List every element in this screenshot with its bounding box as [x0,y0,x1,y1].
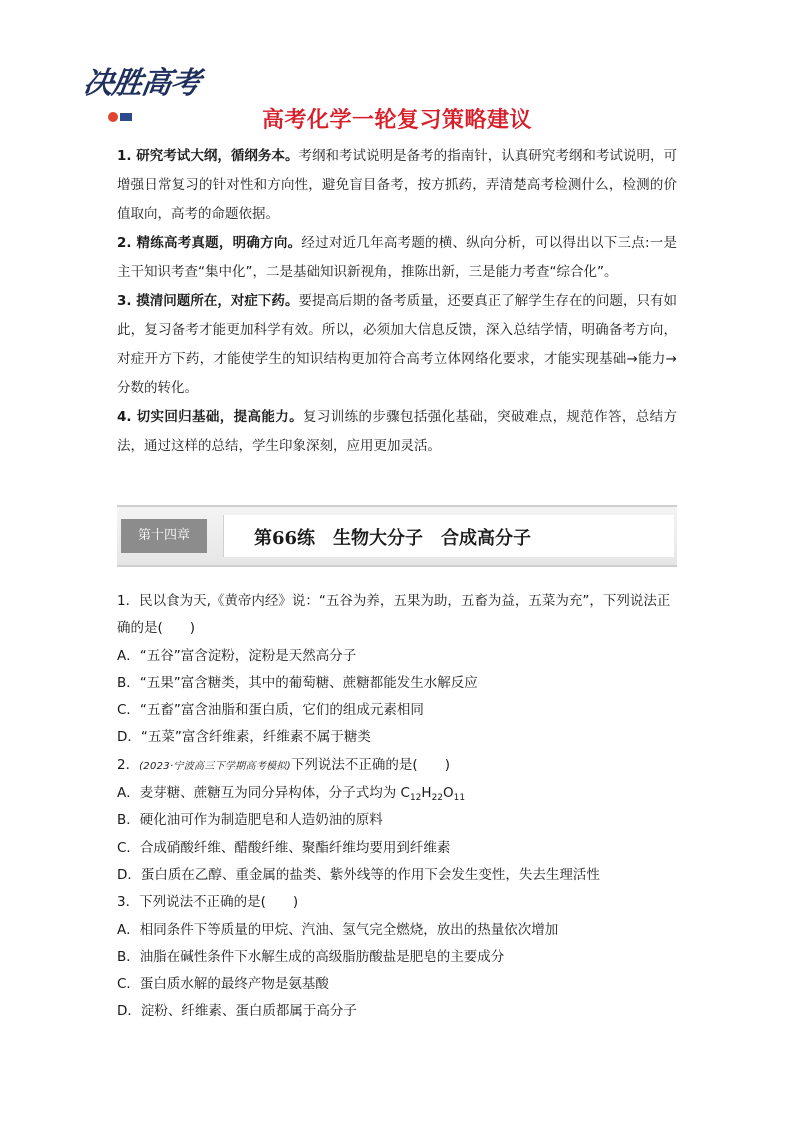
strategy-lead: 3. 摸清问题所在，对症下药。 [117,293,299,309]
strategy-item [117,403,677,461]
question-option: B．硬化油可作为制造肥皂和人造奶油的原料 [117,812,383,829]
option-text: A．麦芽糖、蔗糖互为同分异构体，分子式均为 C [117,785,410,802]
question-option [117,780,677,807]
chapter-tag: 第十四章 [121,519,207,553]
question-option: D．蛋白质在乙醇、重金属的盐类、紫外线等的作用下会发生变性，失去生理活性 [117,866,600,883]
question-stem: 3．下列说法不正确的是( ) [117,894,299,911]
formula-element: H [421,785,432,802]
strategy-body: 经过对近几年高考题的横、纵向分析，可以得出以下三点:一是主干知识考查“集中化”，二是基础知识新视角，推陈出新，三是能力考查“综合化”。 [117,235,677,280]
logo-text: 决胜高考 [81,66,202,101]
chapter-banner [117,505,677,567]
formula-subscript: 11 [453,793,466,804]
question-option: A．“五谷”富含淀粉，淀粉是天然高分子 [117,647,357,664]
question-option: D．“五菜”富含纤维素，纤维素不属于糖类 [117,729,371,746]
question-option: C．蛋白质水解的最终产物是氨基酸 [117,976,329,993]
question-list [117,588,677,1026]
question-stem: 1．民以食为天,《黄帝内经》说：“五谷为养，五果为助，五畜为益，五菜为充”，下列说法正确的是( ) [117,593,671,637]
question-option: D．淀粉、纤维素、蛋白质都属于高分子 [117,1003,357,1020]
question-option: C．“五畜”富含油脂和蛋白质，它们的组成元素相同 [117,702,424,719]
strategy-item [117,142,677,229]
formula-subscript: 22 [431,793,444,804]
question-option: C．合成硝酸纤维、醋酸纤维、聚酯纤维均要用到纤维素 [117,839,451,856]
question-source: (2023·宁波高三下学期高考模拟) [139,760,291,772]
chapter-title: 第66练 生物大分子 合成高分子 [254,528,532,549]
strategy-item [117,287,677,403]
question-option: B．“五果”富含糖类，其中的葡萄糖、蔗糖都能发生水解反应 [117,674,478,691]
strategy-body: 考纲和考试说明是备考的指南针，认真研究考纲和考试说明，可增强日常复习的针对性和方向性，避免盲目备考，按方抓药，弄清楚高考检测什么，检测的价值取向，高考的命题依据。 [117,148,678,222]
question-number: 2． [117,756,140,773]
question-option: B．油脂在碱性条件下水解生成的高级脂肪酸盐是肥皂的主要成分 [117,948,505,965]
document-title: 高考化学一轮复习策略建议 [261,108,532,133]
question-text: 下列说法不正确的是( ) [290,756,450,773]
question-stem [117,752,677,780]
strategy-lead: 4. 切实回归基础，提高能力。 [117,409,303,425]
question-option: A．相同条件下等质量的甲烷、汽油、氢气完全燃烧，放出的热量依次增加 [117,921,559,938]
strategy-body: 复习训练的步骤包括强化基础，突破难点，规范作答，总结方法，通过这样的总结，学生印象深刻，应用更加灵活。 [117,409,677,454]
strategy-body: 要提高后期的备考质量，还要真正了解学生存在的问题，只有如此，复习备考才能更加科学有效。所以，必须加大信息反馈，深入总结学情，明确备考方向，对症开方下药，才能使学生的知识结构更加符合高考立体网络化要求，才能实现基础→能力→分数的转化。 [117,293,678,396]
chapter-title-box [223,515,674,557]
formula-element: O [443,785,454,802]
strategy-item [117,229,677,287]
strategy-section [117,142,677,461]
formula-subscript: 12 [409,793,422,804]
strategy-lead: 1. 研究考试大纲，循纲务本。 [117,148,299,164]
strategy-lead: 2. 精练高考真题，明确方向。 [117,235,302,251]
